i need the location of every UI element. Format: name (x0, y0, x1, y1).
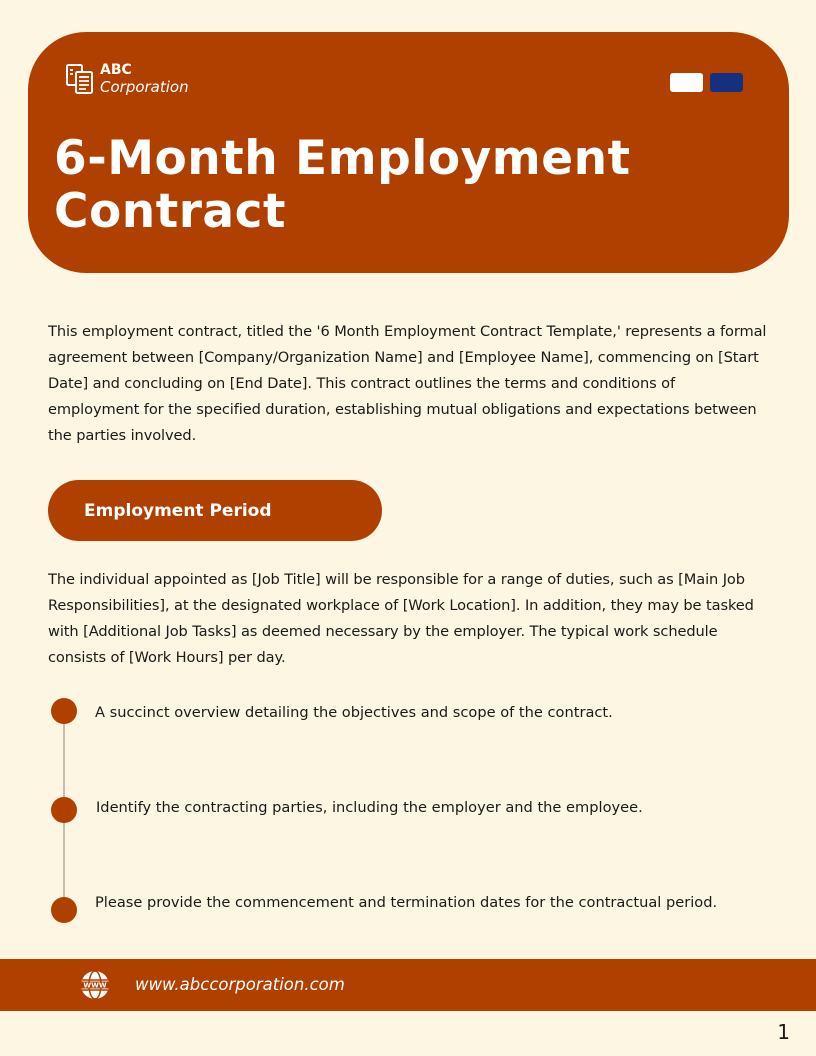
timeline-dot-1 (51, 698, 77, 724)
timeline-item-2: Identify the contracting parties, including the employer and the employee. (96, 799, 643, 816)
timeline-dot-3 (51, 897, 77, 923)
title-line-2: Contract (54, 184, 286, 239)
www-globe-icon (79, 969, 111, 1001)
svg-text:WWW: WWW (83, 981, 107, 990)
page-title (54, 132, 631, 238)
timeline-item-1: A succinct overview detailing the objectives and scope of the contract. (95, 704, 613, 721)
website-link[interactable]: www.abccorporation.com (135, 975, 345, 994)
document-stack-icon (64, 62, 96, 96)
title-line-1: 6-Month Employment (54, 131, 631, 186)
intro-paragraph: This employment contract, titled the '6 Month Employment Contract Template,' represents a formal agreement between [Company/Organization Name] and [Employee Name], commencing on [Start Date] and concluding on [End Date]. This contract outlines the terms and conditions of employment for the specified duration, establishing mutual obligations and expectations between the parties involved. (48, 323, 767, 444)
logo-name-line2: Corporation (100, 78, 189, 96)
section-paragraph: The individual appointed as [Job Title] will be responsible for a range of duties, such as [Main Job Responsibilities], at the designated workplace of [Work Location]. In addition, they may be tasked with [Additional Job Tasks] as deemed necessary by the employer. The typical work schedule consists of [Work Hours] per day. (48, 571, 754, 666)
white-tag (670, 73, 703, 92)
company-logo (64, 62, 189, 96)
footer-bar (0, 959, 816, 1011)
section-title: Employment Period (84, 500, 272, 521)
section-heading-pill (48, 480, 382, 541)
header-banner (28, 32, 789, 273)
page-number: 1 (777, 1020, 790, 1044)
blue-tag (710, 73, 743, 92)
timeline-item-3: Please provide the commencement and termination dates for the contractual period. (95, 894, 718, 911)
timeline-dot-2 (51, 797, 77, 823)
logo-name-line1: ABC (100, 62, 132, 78)
